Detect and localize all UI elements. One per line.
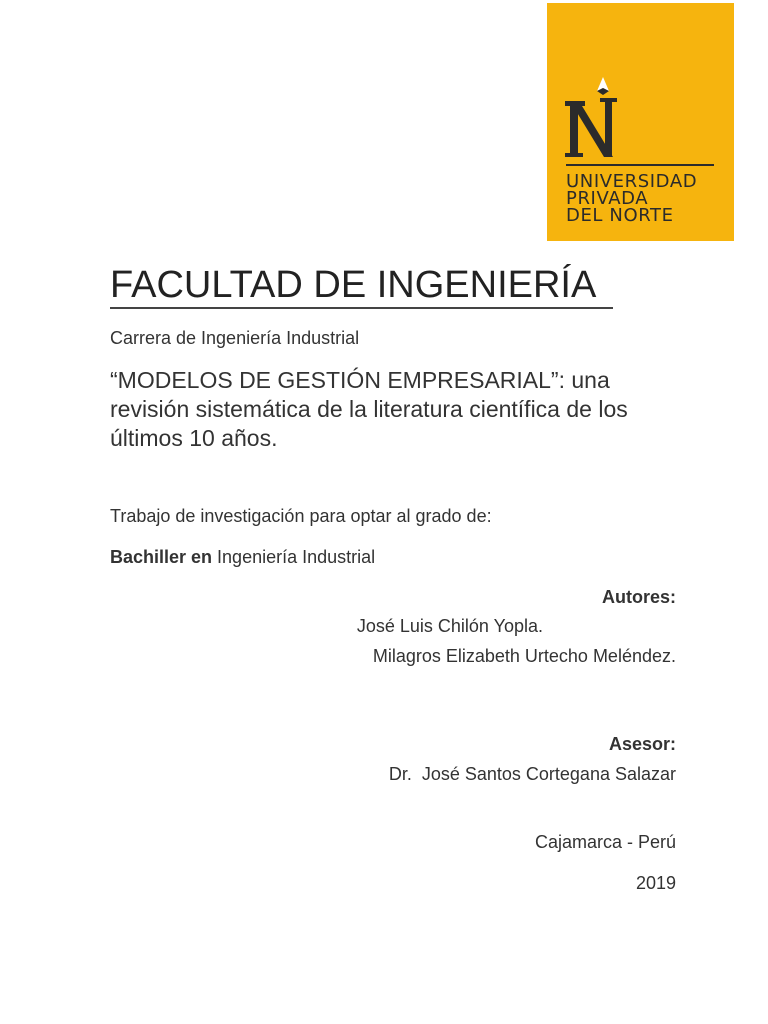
career-name: Carrera de Ingeniería Industrial bbox=[110, 328, 360, 348]
faculty-underline bbox=[110, 307, 613, 309]
advisor-name: Dr. José Santos Cortegana Salazar bbox=[388, 764, 676, 784]
university-name-line-2: PRIVADA bbox=[566, 188, 649, 209]
thesis-title: “MODELOS DE GESTIÓN EMPRESARIAL”: una revisión sistemática de la literatura científica de los últimos 10 años. bbox=[110, 367, 628, 451]
year: 2019 bbox=[635, 873, 676, 893]
university-name bbox=[566, 173, 697, 224]
advisor-label: Asesor: bbox=[608, 734, 676, 754]
degree-intro: Trabajo de investigación para optar al grado de: bbox=[110, 506, 492, 526]
degree-rest: Ingeniería Industrial bbox=[212, 547, 376, 567]
university-n-star-icon bbox=[565, 71, 621, 161]
place: Cajamarca - Perú bbox=[534, 832, 676, 852]
faculty-heading: FACULTAD DE INGENIERÍA bbox=[110, 264, 597, 306]
author-name-1: José Luis Chilón Yopla. bbox=[356, 616, 543, 636]
university-logo bbox=[547, 3, 734, 241]
degree-bold: Bachiller en bbox=[110, 547, 213, 567]
university-name-line-1: UNIVERSIDAD bbox=[566, 171, 698, 192]
logo-divider bbox=[566, 164, 714, 166]
author-name-2: Milagros Elizabeth Urtecho Meléndez. bbox=[372, 646, 676, 666]
authors-label: Autores: bbox=[601, 587, 676, 607]
university-name-line-3: DEL NORTE bbox=[566, 205, 674, 226]
degree-line bbox=[110, 546, 375, 568]
